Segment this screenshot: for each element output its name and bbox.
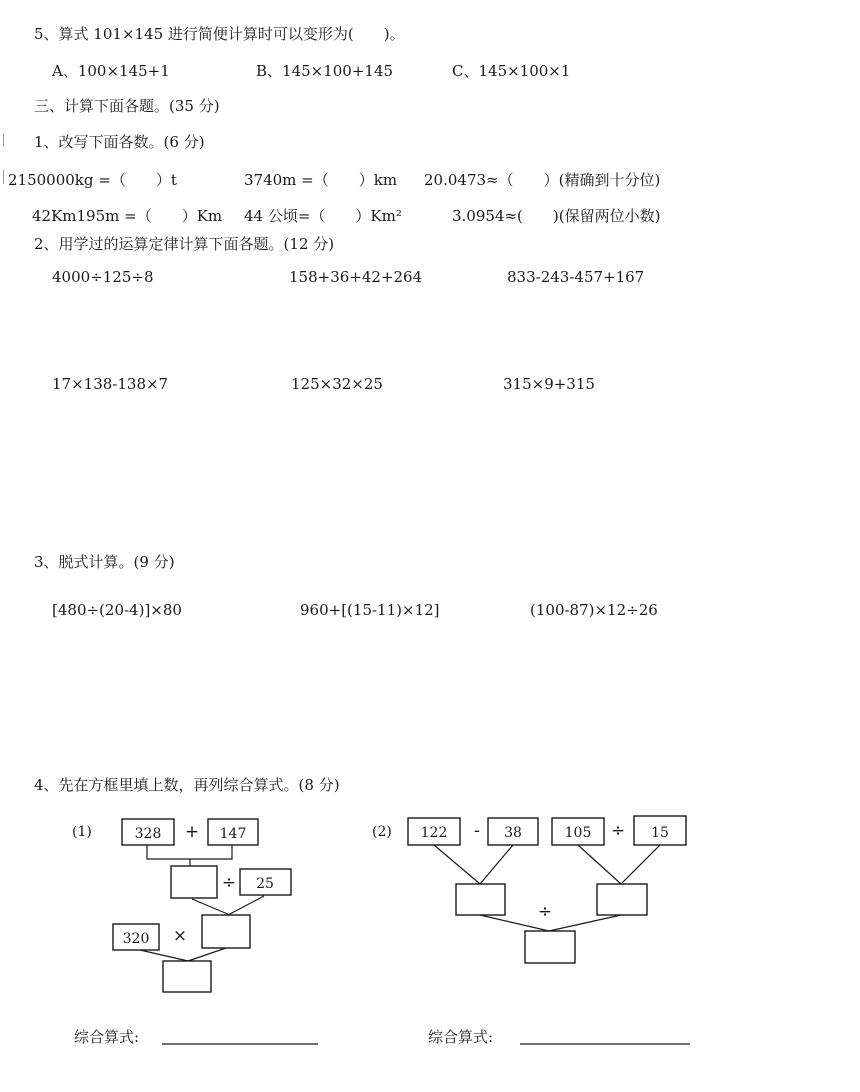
answer-box[interactable]: [171, 866, 217, 898]
operator: ÷: [610, 821, 626, 841]
conversion-item: 44 公顷=（ ）Km²: [244, 207, 402, 225]
part3-title: 3、脱式计算。(9 分): [34, 553, 175, 571]
answer-box[interactable]: [456, 884, 505, 915]
expression: 315×9+315: [503, 375, 595, 393]
q5-option-a: A、100×145+1: [52, 62, 170, 80]
section-title: 三、计算下面各题。(35 分): [34, 97, 220, 115]
box-value: 328: [134, 826, 162, 842]
connector: [434, 845, 513, 884]
box-value: 25: [256, 876, 274, 892]
expression: 833-243-457+167: [507, 268, 645, 286]
operator: +: [184, 822, 200, 842]
box-value: 38: [504, 825, 522, 841]
formula-label-1: 综合算式:: [74, 1028, 140, 1046]
diagram-1: [72, 819, 291, 992]
answer-box[interactable]: [525, 931, 575, 963]
formula-label-2: 综合算式:: [428, 1028, 494, 1046]
conversion-item: 20.0473≈（ ）(精确到十分位): [424, 171, 661, 189]
q5-option-c: C、145×100×1: [452, 62, 571, 80]
box-value: 122: [420, 825, 448, 841]
operator: ÷: [537, 902, 553, 922]
operator: -: [473, 821, 481, 841]
box-value: 105: [564, 825, 592, 841]
diagram-2-label: (2): [372, 824, 392, 840]
part1-title: 1、改写下面各数。(6 分): [34, 133, 205, 151]
q5-stem: 5、算式 101×145 进行简便计算时可以变形为( )。: [34, 25, 405, 43]
diagram-2: [372, 816, 686, 963]
connector: [147, 845, 232, 859]
q5-option-b: B、145×100+145: [256, 62, 394, 80]
expression: 158+36+42+264: [289, 268, 423, 286]
box-value: 15: [651, 825, 669, 841]
expression: 125×32×25: [291, 375, 383, 393]
part4-title: 4、先在方框里填上数，再列综合算式。(8 分): [34, 776, 340, 794]
connector: [192, 896, 264, 915]
expression: (100-87)×12÷26: [530, 601, 658, 619]
answer-box[interactable]: [202, 915, 250, 948]
diagram-1-label: (1): [72, 824, 92, 840]
answer-box[interactable]: [597, 884, 647, 915]
conversion-item: 3740m =（ ）km: [244, 171, 398, 189]
operator: ÷: [221, 873, 237, 893]
expression: [480÷(20-4)]×80: [52, 601, 182, 619]
expression: 17×138-138×7: [52, 375, 169, 393]
expression: 4000÷125÷8: [52, 268, 154, 286]
operator: ×: [172, 926, 188, 946]
answer-box[interactable]: [163, 961, 211, 992]
expression: 960+[(15-11)×12]: [300, 601, 440, 619]
conversion-item: 3.0954≈( )(保留两位小数): [452, 207, 661, 225]
part2-title: 2、用学过的运算定律计算下面各题。(12 分): [34, 235, 335, 253]
box-value: 320: [122, 931, 150, 947]
connector: [578, 845, 660, 884]
conversion-item: 42Km195m =（ ）Km: [32, 207, 223, 225]
conversion-item: 2150000kg =（ ）t: [8, 171, 177, 189]
box-value: 147: [219, 826, 247, 842]
